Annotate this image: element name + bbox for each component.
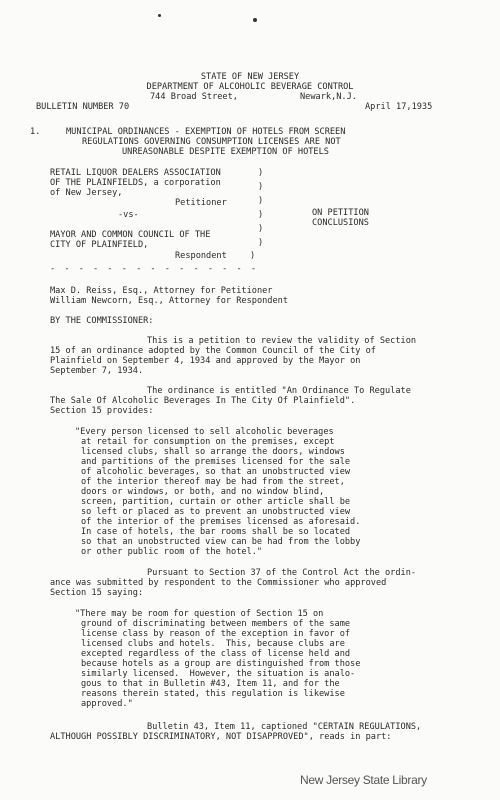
paragraph-line: The ordinance is entitled "An Ordinance To Regulate bbox=[147, 386, 411, 396]
library-stamp: New Jersey State Library bbox=[300, 773, 427, 787]
quote-line: and partitions of the premises licensed for the sale bbox=[81, 457, 351, 467]
petitioner-line: OF THE PLAINFIELDS, a corporation bbox=[50, 178, 221, 188]
by-the-commissioner: BY THE COMMISSIONER: bbox=[50, 316, 154, 326]
petitioner-line: of New Jersey, bbox=[50, 188, 123, 198]
caption-paren: ) bbox=[258, 196, 264, 206]
bulletin-number: BULLETIN NUMBER 70 bbox=[36, 102, 130, 112]
respondent-line: MAYOR AND COMMON COUNCIL OF THE bbox=[50, 230, 211, 240]
quote-line: "Every person licensed to sell alcoholic beverages bbox=[75, 427, 334, 437]
quote-line: of the interior thereof may be had from the street, bbox=[81, 477, 345, 487]
versus-label: -vs- bbox=[118, 210, 139, 220]
quote-line: licensed clubs and hotels. This, because clubs are bbox=[81, 639, 345, 649]
paragraph-line: This is a petition to review the validity of Section bbox=[147, 336, 417, 346]
quote-line: similarly licensed. However, the situation is analo- bbox=[81, 669, 356, 679]
respondent-role: Respondent bbox=[175, 251, 227, 261]
caption-paren: ) bbox=[250, 251, 256, 261]
paragraph-line: ALTHOUGH POSSIBLY DISCRIMINATORY, NOT DISAPPROVED", reads in part: bbox=[50, 732, 392, 742]
quote-line: screen, partition, curtain or other article shall be bbox=[81, 497, 351, 507]
quote-line: ground of discriminating between members of the same bbox=[81, 619, 351, 629]
header-address: 744 Broad Street, bbox=[150, 92, 238, 102]
paragraph-line: The Sale Of Alcoholic Beverages In The City Of Plainfield". bbox=[50, 396, 356, 406]
caption-paren: ) bbox=[258, 224, 264, 234]
quote-line: because hotels as a group are distinguished from those bbox=[81, 659, 361, 669]
header-state: STATE OF NEW JERSEY bbox=[200, 72, 300, 82]
caption-paren: ) bbox=[258, 168, 264, 178]
quote-line: so left or placed as to prevent an unobstructed view bbox=[81, 507, 351, 517]
quote-line: reasons therein stated, this regulation is likewise bbox=[81, 689, 345, 699]
paragraph-line: Bulletin 43, Item 11, captioned "CERTAIN REGULATIONS, bbox=[147, 722, 422, 732]
item-number: 1. bbox=[30, 127, 41, 137]
quote-line: approved." bbox=[81, 699, 133, 709]
caption-paren: ) bbox=[258, 210, 264, 220]
petitioner-role: Petitioner bbox=[175, 198, 227, 208]
paragraph-line: 15 of an ordinance adopted by the Common Council of the City of bbox=[50, 346, 376, 356]
quote-line: license class by reason of the exception in favor of bbox=[81, 629, 351, 639]
petitioner-line: RETAIL LIQUOR DEALERS ASSOCIATION bbox=[50, 168, 221, 178]
header-department: DEPARTMENT OF ALCOHOLIC BEVERAGE CONTROL bbox=[146, 82, 354, 92]
respondent-line: CITY OF PLAINFIELD, bbox=[50, 240, 149, 250]
attorney-line: William Newcorn, Esq., Attorney for Respondent bbox=[50, 296, 288, 306]
quote-line: of alcoholic beverages, so that an unobstructed view bbox=[81, 467, 351, 477]
quote-line: doors or windows, or both, and no window blind, bbox=[81, 487, 325, 497]
caption-paren: ) bbox=[258, 238, 264, 248]
quote-line: In case of hotels, the bar rooms shall be so located bbox=[81, 527, 351, 537]
paragraph-line: Section 15 saying: bbox=[50, 588, 144, 598]
paragraph-line: September 7, 1934. bbox=[50, 366, 144, 376]
paragraph-line: ance was submitted by respondent to the Commissioner who approved bbox=[50, 578, 387, 588]
quote-line: gous to that in Bulletin #43, Item 11, and for the bbox=[81, 679, 340, 689]
attorney-line: Max D. Reiss, Esq., Attorney for Petitioner bbox=[50, 286, 273, 296]
quote-line: of the interior of the premises licensed as aforesaid. bbox=[81, 517, 361, 527]
quote-line: excepted regardless of the class of license held and bbox=[81, 649, 351, 659]
item-title-line: MUNICIPAL ORDINANCES - EXEMPTION OF HOTELS FROM SCREEN bbox=[66, 127, 346, 137]
disposition-line: CONCLUSIONS bbox=[312, 218, 369, 228]
paragraph-line: Pursuant to Section 37 of the Control Act the ordin- bbox=[147, 568, 417, 578]
disposition-line: ON PETITION bbox=[312, 208, 369, 218]
item-title-line: UNREASONABLE DESPITE EXEMPTION OF HOTELS bbox=[122, 147, 329, 157]
item-title-line: REGULATIONS GOVERNING CONSUMPTION LICENSES ARE NOT bbox=[82, 137, 341, 147]
caption-paren: ) bbox=[258, 182, 264, 192]
caption-divider: - - - - - - - - - - - - - - - bbox=[50, 264, 259, 274]
quote-line: licensed clubs, shall so arrange the doors, windows bbox=[81, 447, 345, 457]
quote-line: at retail for consumption on the premises, except bbox=[81, 437, 335, 447]
header-city: Newark,N.J. bbox=[300, 92, 357, 102]
paragraph-line: Section 15 provides: bbox=[50, 406, 154, 416]
quote-line: so that an unobstructed view can be had from the lobby bbox=[81, 537, 361, 547]
scan-speck bbox=[158, 14, 161, 17]
scan-speck bbox=[253, 18, 257, 22]
paragraph-line: Plainfield on September 4, 1934 and approved by the Mayor on bbox=[50, 356, 361, 366]
quote-line: "There may be room for question of Section 15 on bbox=[75, 609, 324, 619]
quote-line: or other public room of the hotel." bbox=[81, 547, 263, 557]
bulletin-date: April 17,1935 bbox=[365, 102, 433, 112]
